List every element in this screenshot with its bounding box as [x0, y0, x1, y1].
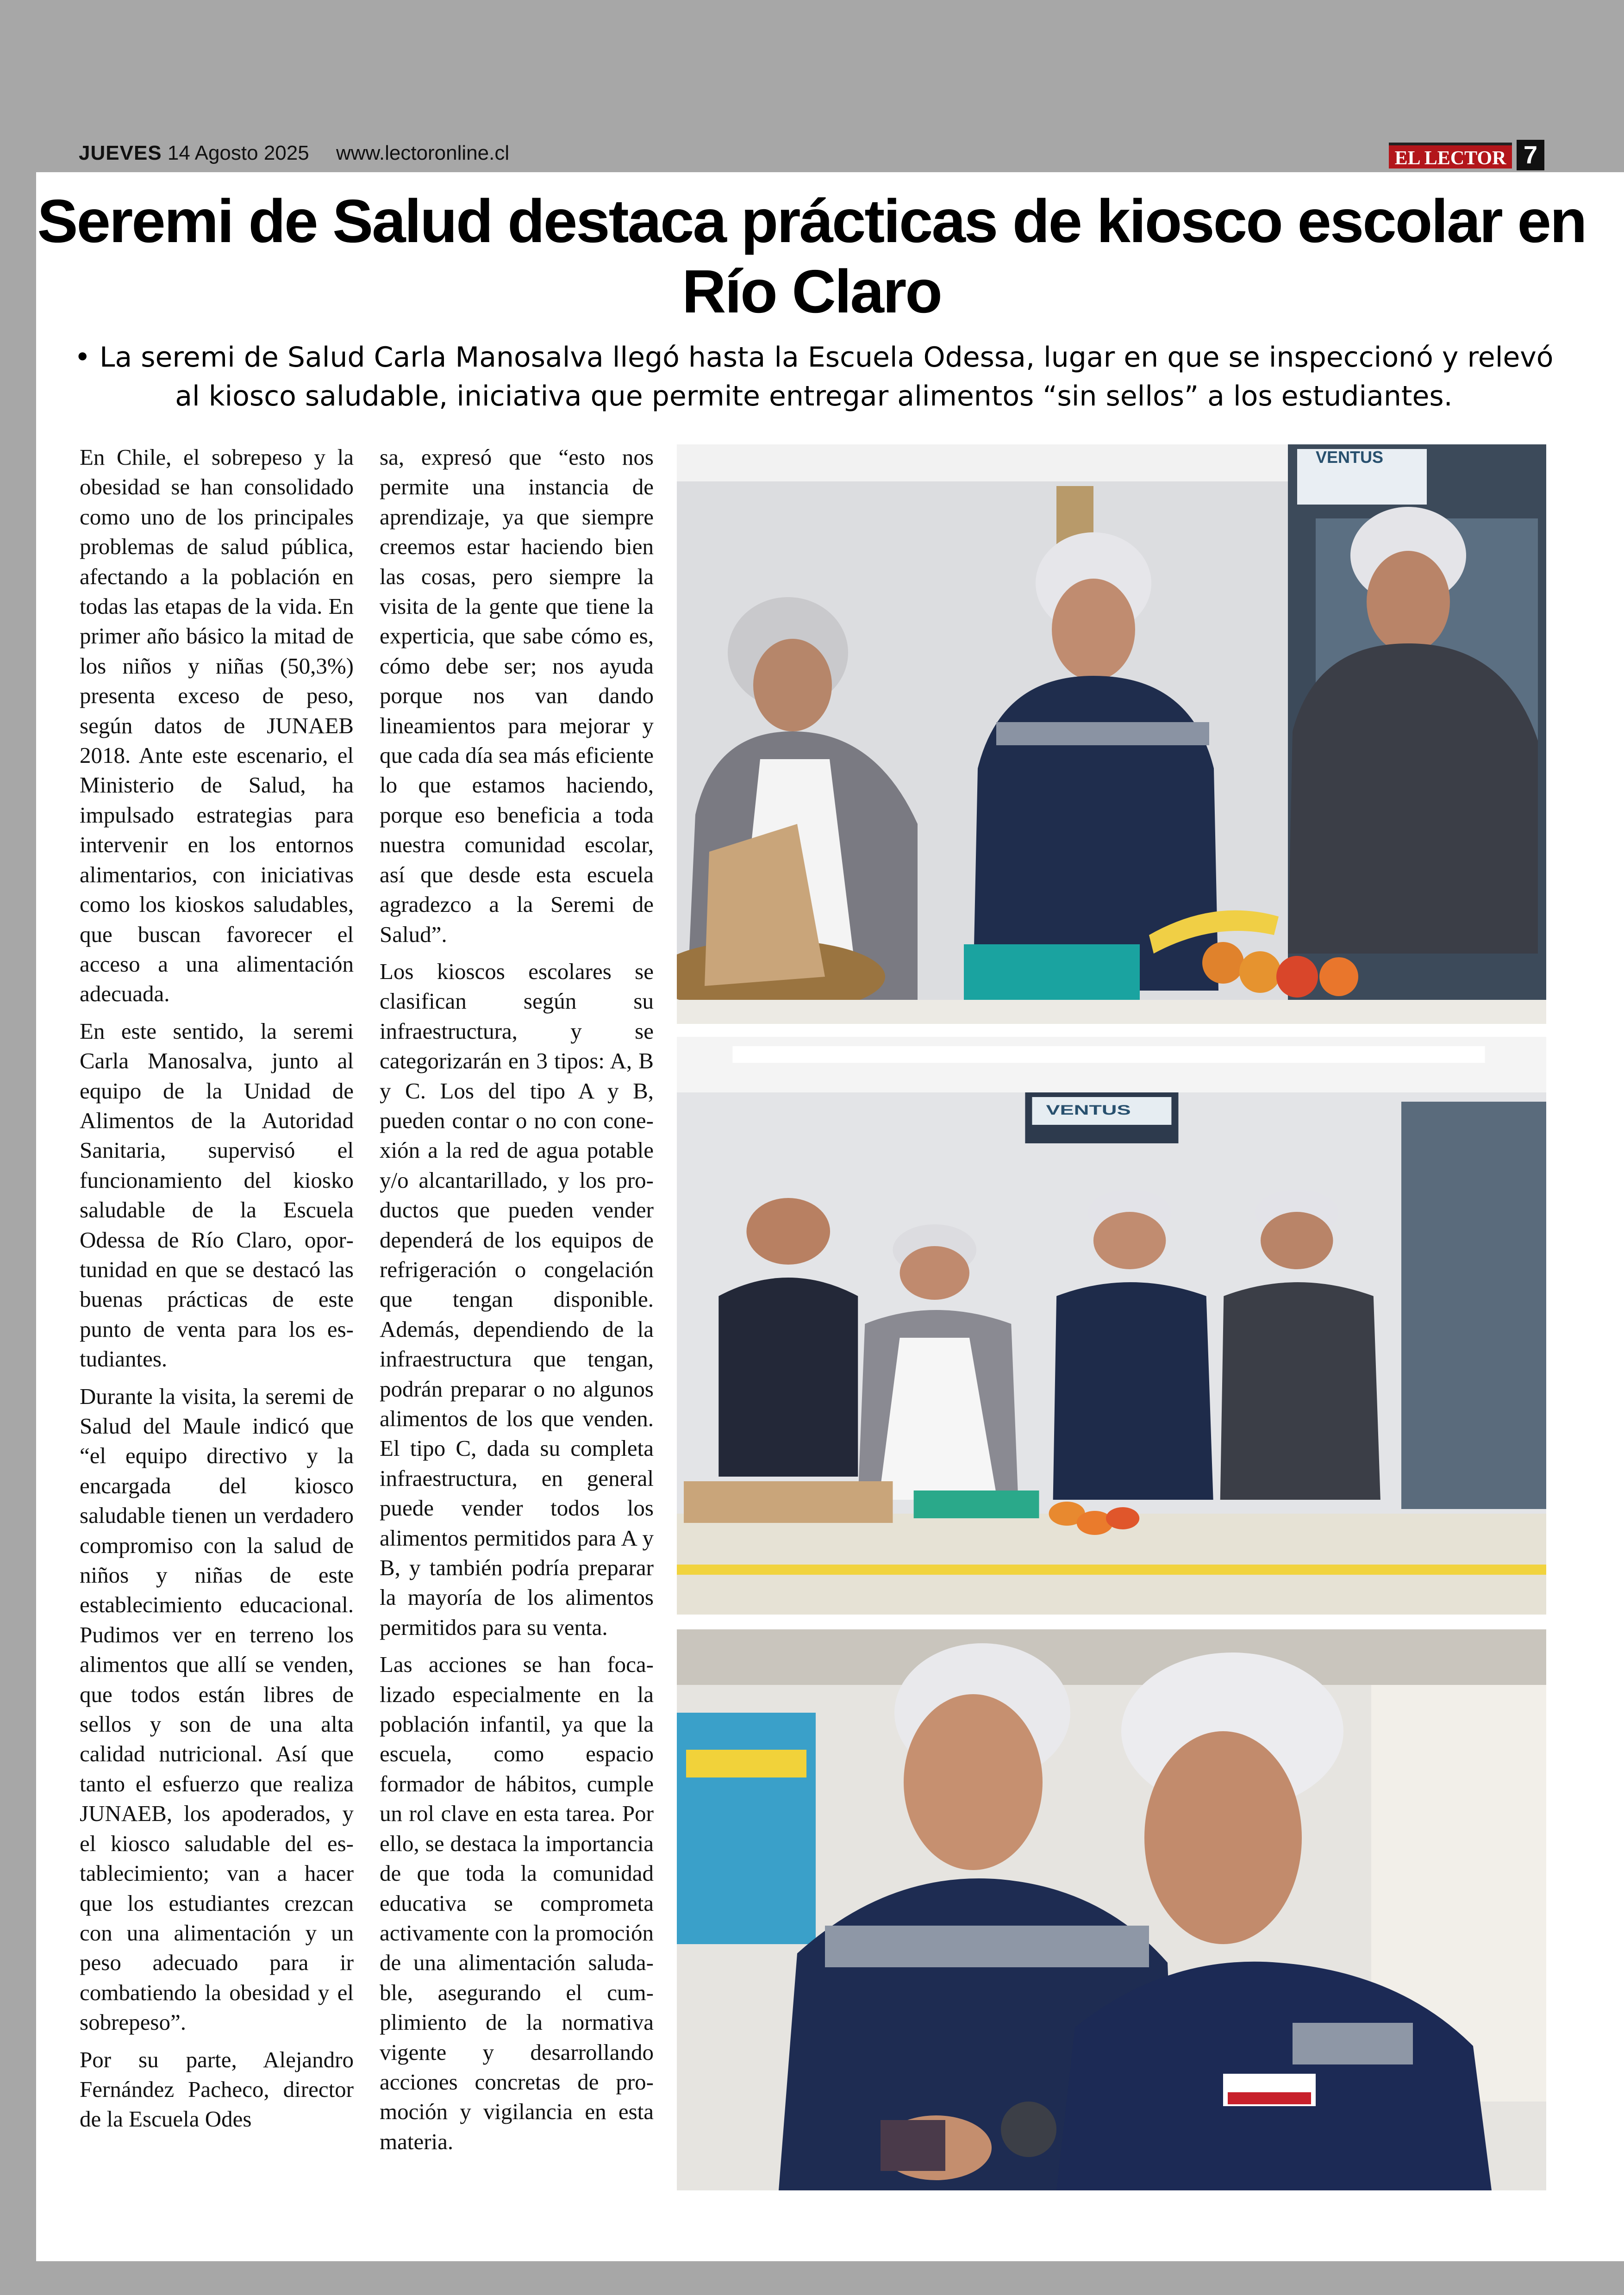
issue-date: 14 Agosto 2025 [167, 142, 309, 164]
page-header [79, 139, 1546, 171]
text-column-2 [380, 443, 654, 2164]
paragraph: Los kioscos escolares se clasifican según su infraestructura, y se categorizarán en 3 tipos: A, B y C. Los del tipo A y B, pueden contar o no con conexión a la red de agua potable y/o alcantarillado, y los productos que pueden vender dependerá de los equipos de refrigeración o congelación que tengan disponible. Además, dependiendo de la infraestructura que tengan, podrán preparar o no algunos alimentos de los que venden. El tipo C, dada su completa infraestructura, en general puede vender todos los alimentos permitidos para A y B, y también podría preparar la mayoría de los alimentos permitidos para su venta. [380, 958, 654, 1640]
photo-kiosk-inspection [677, 444, 1546, 1024]
issue-day: JUEVES [79, 142, 162, 164]
newspaper-logo: EL LECTOR [1389, 143, 1512, 168]
paragraph: Por su parte, Alejandro Fernández Pacheco, director de la Escuela Odes [80, 2046, 354, 2132]
photo-inspectors-closeup [677, 1629, 1546, 2190]
paragraph: Las acciones se han focalizado especialmente en la población infantil, ya que la escuela, como espacio formador de hábitos, cumple un rol clave en esta tarea. Por ello, se destaca la importancia de que toda la comunidad educativa se comprometa activamente con la promoción de una alimentación saludable, asegurando el cumplimiento de la normativa vigente y desarrollando acciones concretas de promoción y vigilancia en esta materia. [380, 1652, 654, 2154]
article-page [36, 172, 1624, 2261]
article-headline: Seremi de Salud destaca prácticas de kiosco escolar en Río Claro [37, 187, 1586, 325]
paragraph: Durante la visita, la seremi de Salud del Maule indicó que “el equipo directivo y la encargada del kiosco saludable tienen un verdadero compromiso con la salud de niños y niñas de este establecimiento educacional. Pudimos ver en terreno los alimentos que allí se venden, que todos están libres de sellos y son de una alta calidad nutricional. Así que tanto el esfuerzo que realiza JUNAEB, los apoderados, y el kiosco saludable del establecimiento; van a hacer que los estudiantes crezcan con una alimentación y un peso adecuado para ir combatiendo la obesidad y el sobrepeso”. [80, 1383, 354, 2035]
article-deck: • La seremi de Salud Carla Manosalva llegó hasta la Escuela Odessa, lugar en que se inspeccionó y relevó al kiosco saludable, iniciativa que permite entregar alimentos “sin sellos” a los estudiantes. [74, 341, 1554, 412]
website-link[interactable]: www.lectoronline.cl [336, 142, 510, 164]
fridge-sign: VENTUS [1316, 448, 1384, 467]
page-number: 7 [1517, 140, 1544, 170]
text-column-1 [80, 443, 354, 2142]
photo-group-with-fruit [677, 1037, 1546, 1615]
issue-line [79, 142, 509, 165]
fridge-sign: VENTUS [1046, 1102, 1131, 1118]
paragraph: sa, expresó que “esto nos permite una instancia de aprendizaje, ya que siempre creemos estar haciendo bien las cosas, pero siempre la visita de la gente que tiene la experticia, que sabe cómo es, cómo debe ser; nos ayuda porque nos van dando lineamientos para mejorar y que cada día sea más eficiente lo que estamos haciendo, porque eso beneficia a toda nuestra comunidad escolar, así que desde esta escuela agradezco a la Seremi de Salud”. [380, 444, 654, 947]
paragraph: En este sentido, la seremi Carla Manosalva, junto al equipo de la Unidad de Alimentos de la Autoridad Sanitaria, supervisó el funcionamiento del kiosko saludable de la Escuela Odessa de Río Claro, oportunidad en que se destacó las buenas prácticas de este punto de venta para los estudiantes. [80, 1018, 354, 1372]
paragraph: En Chile, el sobrepeso y la obesidad se han consolidado como uno de los principales problemas de salud pública, afectando a la población en todas las etapas de la vida. En primer año básico la mitad de los niños y niñas (50,3%) presenta exceso de peso, según datos de JUNAEB 2018. Ante este escenario, el Ministerio de Salud, ha impulsado estrategias para intervenir en los entornos alimentarios, con iniciativas como los kioskos saludables, que buscan favorecer el acceso a una alimentación adecuada. [80, 444, 354, 1007]
